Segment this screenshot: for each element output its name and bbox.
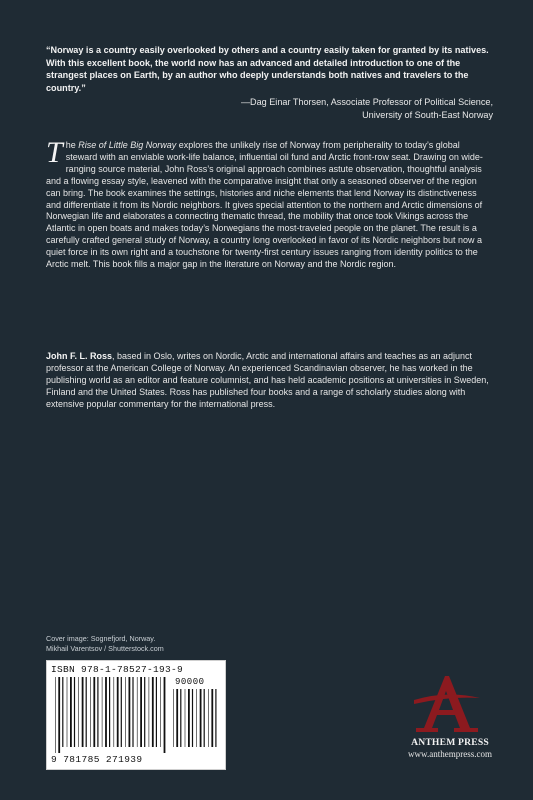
blurb-prefix: he — [65, 140, 79, 150]
book-title-italic: Rise of Little Big Norway — [78, 140, 177, 150]
cover-image-credit — [46, 634, 246, 654]
endorsement-attribution — [53, 96, 493, 121]
ean-digits: 9 781785 271939 — [51, 754, 143, 765]
addon-barcode-bars — [173, 689, 219, 753]
isbn-label: ISBN 978-1-78527-193-9 — [51, 664, 184, 675]
credit-line-2: Mikhail Varentsov / Shutterstock.com — [46, 644, 164, 653]
author-bio — [46, 351, 492, 411]
book-description — [46, 136, 492, 271]
drop-cap: T — [46, 136, 63, 169]
attribution-line-1: —Dag Einar Thorsen, Associate Professor of Political Science, — [240, 97, 493, 107]
anthem-a-logo-icon — [412, 674, 482, 736]
credit-line-1: Cover image: Sognefjord, Norway. — [46, 634, 156, 643]
attribution-line-2: University of South-East Norway — [362, 109, 493, 120]
publisher-name: ANTHEM PRESS — [411, 737, 489, 748]
isbn-barcode — [46, 660, 226, 770]
endorsement-quote: “Norway is a country easily overlooked by others and a country easily taken for granted by its natives. With this excellent book, the world now has an advanced and detailed introduction to one of the strangest places on Earth, by an author who deeply understands both natives and travelers to the country.” — [46, 45, 489, 93]
publisher-url[interactable]: www.anthempress.com — [408, 749, 492, 759]
author-bio-text: , based in Oslo, writes on Nordic, Arctic and international affairs and teaches as an adjunct professor at the American College of Norway. An experienced Scandinavian observer, he has worked in the publishing world as an editor and feature columnist, and has held academic positions at universities in Sweden, Finland and the United States. Ross has published four books and a range of scholarly studies along with extensive popular commentary for the international press. — [46, 351, 489, 409]
author-name: John F. L. Ross — [46, 351, 113, 361]
ean-barcode-bars — [55, 677, 167, 753]
blurb-text: explores the unlikely rise of Norway from peripherality to today’s global steward with an enviable work-life balance, influential oil fund and Arctic front-row seat. Drawing on wide-ranging source material, John Ross’s original approach combines astute observation, thoughtful analysis and a flowing essay style, leavened with the comparative insight that only a seasoned observer of the region can bring. The book examines the settings, histories and niche elements that lend Norway its distinctiveness and differentiate it from its Nordic neighbors. It gives special attention to the northern and Arctic dimensions of Norwegian life and elaborates a connecting thematic thread, the mobility that once took Vikings across the Atlantic in open boats and makes today’s Norwegians the most-traveled people on the planet. The result is a carefully crafted general study of Norway, a country long overlooked in favor of its Nordic neighbors but now a quiet force in its own right and a touchstone for twenty-first century issues ranging from identity politics to the Arctic melt. This book fills a major gap in the literature on Norway and the Nordic region. — [46, 140, 483, 270]
addon-number: 90000 — [175, 677, 205, 687]
